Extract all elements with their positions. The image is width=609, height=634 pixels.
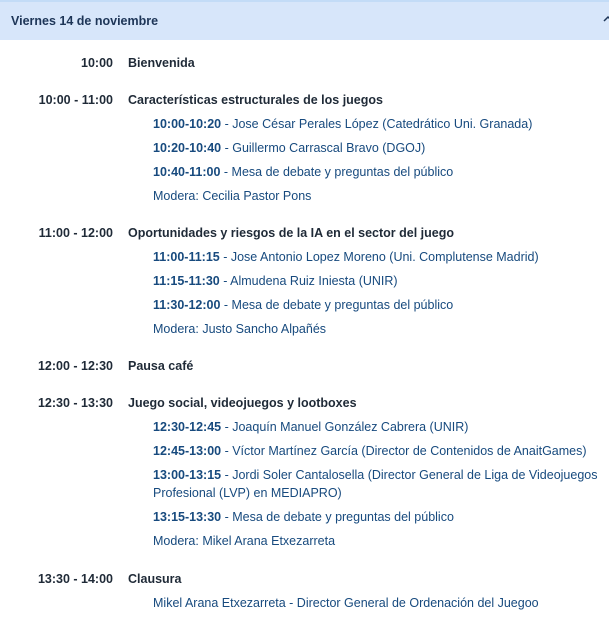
- session-item: 12:30-12:45 - Joaquín Manuel González Cabrera (UNIR): [153, 420, 469, 434]
- block-time: 10:00: [81, 56, 113, 70]
- session-speaker: Víctor Martínez García (Director de Contenidos de AnaitGames): [232, 444, 587, 458]
- day-accordion-header[interactable]: [0, 0, 609, 40]
- session-time: 11:30-12:00: [153, 298, 221, 312]
- block-time: 11:00 - 12:00: [38, 226, 113, 240]
- block-title: Juego social, videojuegos y lootboxes: [128, 396, 357, 410]
- chevron-up-icon[interactable]: [603, 14, 609, 24]
- session-time: 12:30-12:45: [153, 420, 222, 434]
- block-time: 12:00 - 12:30: [37, 359, 113, 373]
- block-title: Oportunidades y riesgos de la IA en el sector del juego: [128, 226, 455, 240]
- session-item: 11:15-11:30 - Almudena Ruiz Iniesta (UNIR): [153, 274, 398, 288]
- session-time: 11:15-11:30: [153, 274, 220, 288]
- session-item: 13:00-13:15 - Jordi Soler Cantalosella (Director General de Liga de Videojuegos Profesional (LVP) en MEDIAPRO): [153, 468, 598, 500]
- session-time: 10:40-11:00: [153, 165, 221, 179]
- session-speaker: Guillermo Carrascal Bravo (DGOJ): [232, 141, 426, 155]
- session-speaker: Jose César Perales López (Catedrático Uni. Granada): [232, 117, 533, 131]
- session-speaker: Mesa de debate y preguntas del público: [231, 165, 454, 179]
- moderator: Modera: Justo Sancho Alpañés: [153, 322, 327, 336]
- block-time: 13:30 - 14:00: [37, 572, 113, 586]
- session-item: 13:15-13:30 - Mesa de debate y preguntas del público: [153, 510, 454, 524]
- session-time: 10:00-10:20: [153, 117, 222, 131]
- session-speaker: Mesa de debate y preguntas del público: [231, 298, 454, 312]
- session-speaker: Jose Antonio Lopez Moreno (Uni. Complutense Madrid): [230, 250, 539, 264]
- moderator: Modera: Cecilia Pastor Pons: [153, 189, 312, 203]
- session-time: 12:45-13:00: [153, 444, 222, 458]
- block-title: Pausa café: [128, 359, 194, 373]
- block-title: Bienvenida: [128, 56, 195, 70]
- block-title: Características estructurales de los juegos: [128, 93, 383, 107]
- block-title: Clausura: [128, 572, 182, 586]
- session-speaker: Joaquín Manuel González Cabrera (UNIR): [232, 420, 469, 434]
- session-time: 11:00-11:15: [153, 250, 220, 264]
- session-item: 12:45-13:00 - Víctor Martínez García (Director de Contenidos de AnaitGames): [153, 444, 587, 458]
- session-item: 10:40-11:00 - Mesa de debate y preguntas del público: [153, 165, 454, 179]
- block-time: 12:30 - 13:30: [37, 396, 113, 410]
- session-speaker: Almudena Ruiz Iniesta (UNIR): [230, 274, 398, 288]
- session-time: 13:00-13:15: [153, 468, 222, 482]
- session-speaker: Jordi Soler Cantalosella (Director General de Liga de Videojuegos Profesional (LVP) en MEDIAPRO): [153, 468, 598, 500]
- session-item: 10:20-10:40 - Guillermo Carrascal Bravo (DGOJ): [153, 141, 426, 155]
- moderator: Modera: Mikel Arana Etxezarreta: [153, 534, 336, 548]
- closing-speaker: Mikel Arana Etxezarreta - Director General de Ordenación del Juegoo: [153, 596, 539, 610]
- session-item: 11:30-12:00 - Mesa de debate y preguntas del público: [153, 298, 454, 312]
- session-time: 10:20-10:40: [153, 141, 222, 155]
- session-item: 11:00-11:15 - Jose Antonio Lopez Moreno (Uni. Complutense Madrid): [153, 250, 539, 264]
- block-time: 10:00 - 11:00: [38, 93, 113, 107]
- session-time: 13:15-13:30: [153, 510, 222, 524]
- session-speaker: Mesa de debate y preguntas del público: [232, 510, 454, 524]
- session-item: 10:00-10:20 - Jose César Perales López (Catedrático Uni. Granada): [153, 117, 533, 131]
- day-title: Viernes 14 de noviembre: [11, 14, 159, 28]
